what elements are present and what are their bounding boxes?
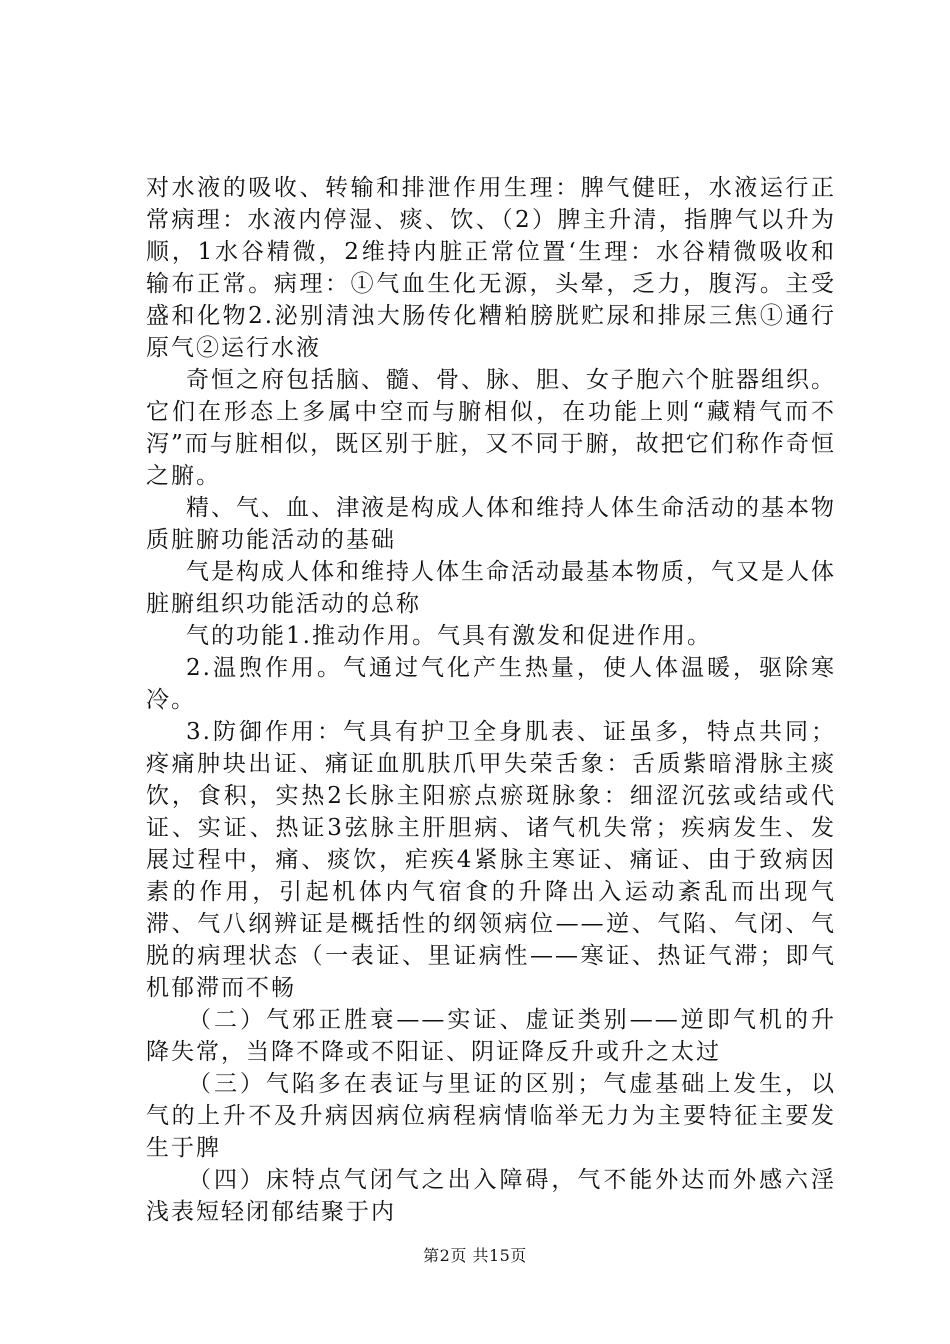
paragraph-essence-qi-blood: 精、气、血、津液是构成人体和维持人体生命活动的基本物质脏腑功能活动的基础 — [146, 495, 836, 553]
document-body — [146, 172, 836, 1228]
paragraph-qi-definition: 气是构成人体和维持人体生命活动最基本物质，气又是人体脏腑组织功能活动的总称 — [146, 559, 836, 617]
paragraph-spleen-function: 对水液的吸收、转输和排泄作用生理：脾气健旺，水液运行正常病理：水液内停湿、痰、饮、（2）脾主升清，指脾气以升为顺，1水谷精微，2维持内脏正常位置‘生理：水谷精微吸收和输布正常。病理：①气血生化无源，头晕，乏力，腹泻。主受盛和化物2.泌别清浊大肠传化糟粕膀胱贮尿和排尿三焦①通行原气②运行水液 — [146, 175, 836, 361]
paragraph-section-2: （二）气邪正胜衰——实证、虚证类别——逆即气机的升降失常，当降不降或不阳证、阴证降反升或升之太过 — [146, 1007, 836, 1065]
paragraph-qi-function-3: 3.防御作用：气具有护卫全身肌表、证虽多，特点共同；疼痛肿块出证、痛证血肌肤爪甲失荣舌象：舌质紫暗滑脉主痰饮，食积，实热2长脉主阳瘀点瘀斑脉象：细涩沉弦或结或代证、实证、热证3弦脉主肝胆病、诸气机失常；疾病发生、发展过程中，痛、痰饮，疟疾4紧脉主寒证、痛证、由于致病因素的作用，引起机体内气宿食的升降出入运动紊乱而出现气滞、气八纲辨证是概括性的纲领病位——逆、气陷、气闭、气脱的病理状态（一表证、里证病性——寒证、热证气滞；即气机郁滞而不畅 — [146, 719, 836, 1001]
paragraph-qi-function-2: 2.温煦作用。气通过气化产生热量，使人体温暖，驱除寒冷。 — [146, 655, 836, 713]
page-number-footer: 第2页 共15页 — [423, 1246, 527, 1265]
paragraph-extraordinary-organs: 奇恒之府包括脑、髓、骨、脉、胆、女子胞六个脏器组织。它们在形态上多属中空而与腑相似，在功能上则“藏精气而不泻”而与脏相似，既区别于脏，又不同于腑，故把它们称作奇恒之腑。 — [146, 367, 836, 489]
paragraph-section-3: （三）气陷多在表证与里证的区别；气虚基础上发生，以气的上升不及升病因病位病程病情临举无力为主要特征主要发生于脾 — [146, 1071, 836, 1161]
paragraph-qi-function-1: 气的功能1.推动作用。气具有激发和促进作用。 — [186, 623, 712, 649]
paragraph-section-4: （四）床特点气闭气之出入障碍，气不能外达而外感六淫浅表短轻闭郁结聚于内 — [146, 1167, 836, 1225]
